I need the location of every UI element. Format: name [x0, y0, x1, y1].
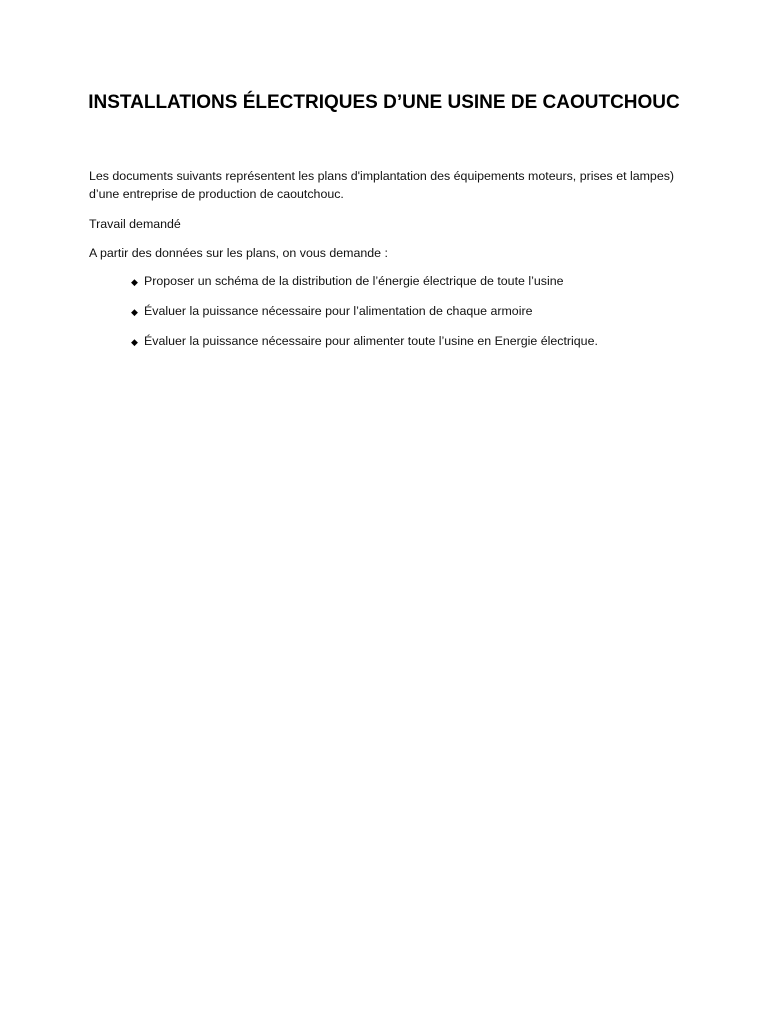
task-list — [131, 272, 598, 362]
list-item — [131, 332, 598, 351]
lead-sentence: A partir des données sur les plans, on vous demande : — [89, 246, 388, 260]
section-heading: Travail demandé — [89, 217, 181, 231]
list-item — [131, 272, 598, 291]
intro-paragraph — [89, 167, 699, 203]
list-item-text: Proposer un schéma de la distribution de l’énergie électrique de toute l’usine — [144, 274, 564, 288]
document-title: INSTALLATIONS ÉLECTRIQUES D’UNE USINE DE CAOUTCHOUC — [88, 92, 680, 113]
list-item-text: Évaluer la puissance nécessaire pour l’alimentation de chaque armoire — [144, 304, 533, 318]
intro-line-1: Les documents suivants représentent les plans d'implantation des équipements moteurs, prises et lampes) — [89, 169, 675, 183]
list-item — [131, 302, 598, 321]
intro-line-2: d’une entreprise de production de caoutchouc. — [89, 187, 344, 201]
diamond-bullet-icon: ◆ — [131, 277, 138, 287]
list-item-text: Évaluer la puissance nécessaire pour alimenter toute l’usine en Energie électrique. — [144, 334, 598, 348]
diamond-bullet-icon: ◆ — [131, 307, 138, 317]
diamond-bullet-icon: ◆ — [131, 337, 138, 347]
